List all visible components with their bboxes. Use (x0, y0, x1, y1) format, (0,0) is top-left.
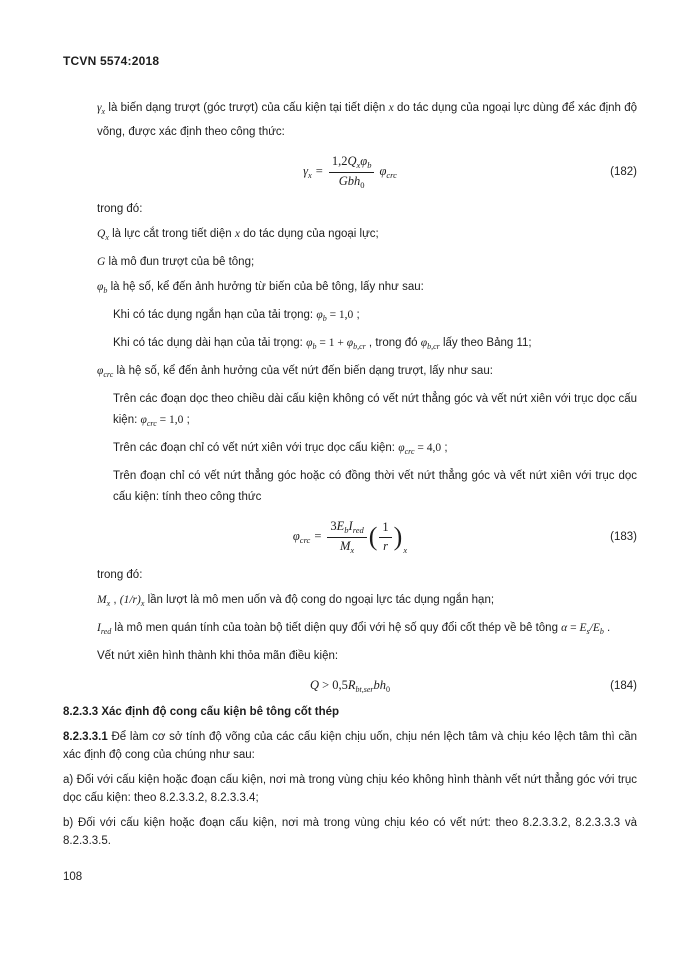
eq183-num-e: E (336, 519, 345, 534)
para-82331: 8.2.3.3.1 Để làm cơ sở tính độ võng của các cấu kiện chịu uốn, chịu nén lệch tâm và chịu kéo lệch tâm thì cần xác định độ cong của chúng như sau: (63, 730, 637, 761)
eq183-fraction (327, 519, 366, 555)
equation-number-182: (182) (610, 166, 637, 179)
list-item-inclined-crack-segments: Trên các đoạn chỉ có vết nứt xiên với trục dọc cấu kiện: $\varphi_{crc} = 4,0$ ; (113, 442, 448, 457)
list-item-mx-curvature: $M_x$ , $(1/r)_x$ lần lượt là mô men uốn và độ cong do ngoại lực tác dụng ngắn hạn; (97, 593, 495, 608)
right-paren: ) (393, 522, 403, 552)
list-item-g: G là mô đun trượt của bê tông; (97, 256, 255, 269)
eq183-inner-den: r (383, 538, 388, 553)
eq183-num-i: I (348, 519, 353, 534)
list-item-no-crack-segments: Trên các đoạn dọc theo chiều dài cấu kiện không có vết nứt thẳng góc và vết nứt xiên với trục dọc cấu kiện: $\varphi_{crc} = 1,0$ ; (113, 393, 637, 429)
eq183-den-sub: x (350, 544, 355, 555)
eq183-lhs-sub: crc (299, 535, 311, 546)
eq182-factor: φ (379, 164, 387, 178)
label-trong-do-1: trong đó: (97, 203, 143, 216)
document-header-title: TCVN 5574:2018 (63, 54, 160, 68)
equation-182 (63, 154, 637, 190)
fraction-numerator (379, 520, 391, 538)
fraction-numerator (327, 519, 366, 538)
equation-number-183: (183) (610, 531, 637, 544)
eq183-num-coef: 3 (330, 519, 337, 534)
eq182-num-q: Q (347, 154, 357, 168)
eq182-den: Gbh (338, 173, 361, 188)
equation-183 (63, 519, 637, 555)
fraction-denominator (329, 173, 375, 191)
eq182-fraction (329, 154, 375, 190)
list-item-long-term-load: Khi có tác dụng dài hạn của tải trọng: $\varphi_b = 1 + \varphi_{b,cr}$ , trong đó $\varphi_{b,cr}$ lấy theo Bảng 11; (113, 337, 532, 352)
eq182-num-coef: 1,2 (331, 154, 348, 168)
para-gamma-definition: $\gamma_x$ là biến dạng trượt (góc trượt) của cấu kiện tại tiết diện x do tác dụng của ngoại lực dùng để xác định độ võng, được xác định theo công thức: (97, 102, 637, 138)
section-heading-8233: 8.2.3.3 Xác định độ cong cấu kiện bê tông cốt thép (63, 705, 340, 718)
eq183-paren-sub: x (403, 545, 408, 556)
eq182-equals: = (315, 164, 323, 178)
label-trong-do-2: trong đó: (97, 568, 143, 581)
list-item-short-term-load: Khi có tác dụng ngắn hạn của tải trọng: $\varphi_b = 1,0$ ; (113, 309, 360, 324)
eq183-inner-num: 1 (382, 520, 389, 535)
eq182-num-phi-sub: b (367, 160, 372, 170)
eq183-num-i-sub: red (352, 525, 364, 536)
page-content (63, 54, 637, 857)
eq183-lhs: φ (292, 529, 300, 544)
eq183-inner-fraction (379, 520, 391, 554)
eq182-factor-sub: crc (386, 170, 397, 180)
eq182-num-phi: φ (360, 154, 368, 168)
eq183-equals: = (314, 529, 322, 544)
list-item-normal-crack-segments: Trên đoạn chỉ có vết nứt thẳng góc hoặc có đồng thời vết nứt thẳng góc và vết nứt xiên với trục dọc cấu kiện: tính theo công thức (113, 470, 637, 504)
eq183-num-e-sub: b (344, 525, 349, 536)
eq183-den: M (339, 538, 351, 553)
fraction-denominator (379, 538, 391, 555)
list-item-phi-b: $\varphi_b$ là hệ số, kể đến ảnh hưởng từ biến của bê tông, lấy như sau: (97, 281, 424, 296)
equation-184-math: $Q > 0,5R_{bt,ser}bh_0$ (309, 677, 391, 694)
equation-182-math (303, 154, 397, 190)
equation-184 (63, 678, 637, 694)
list-item-ired: $I_{red}$ là mô men quán tính của toàn bộ tiết diện quy đổi với hệ số quy đổi cốt thép về bê tông $\alpha = E_s/E_b$ . (97, 621, 611, 636)
eq182-lhs-sub: x (308, 170, 312, 180)
list-item-phi-crc: $\varphi_{crc}$ là hệ số, kể đến ảnh hưởng của vết nứt đến biến dạng trượt, lấy như sau: (97, 365, 493, 380)
eq182-lhs: γ (303, 164, 308, 178)
page-number: 108 (63, 871, 83, 883)
eq182-num-q-sub: x (356, 160, 361, 170)
list-item-qx: $Q_x$ là lực cắt trong tiết diện x do tác dụng của ngoại lực; (97, 228, 379, 243)
equation-number-184: (184) (610, 679, 637, 692)
eq182-den-sub: 0 (360, 179, 365, 190)
fraction-numerator (329, 154, 375, 173)
para-inclined-crack-condition: Vết nứt xiên hình thành khi thỏa mãn điều kiện: (97, 649, 339, 662)
para-item-b: b) Đối với cấu kiện hoặc đoạn cấu kiện, nơi mà trong vùng chịu kéo có vết nứt: theo 8.2.3.3.2, 8.2.3.3.3 và 8.2.3.3.5. (63, 816, 637, 847)
equation-183-math (293, 519, 407, 555)
left-paren: ( (368, 522, 378, 552)
fraction-denominator (327, 538, 366, 556)
para-item-a: a) Đối với cấu kiện hoặc đoạn cấu kiện, nơi mà trong vùng chịu kéo không hình thành vết nứt thẳng góc với trục dọc cấu kiện: theo 8.2.3.3.2, 8.2.3.3.4; (63, 773, 637, 804)
